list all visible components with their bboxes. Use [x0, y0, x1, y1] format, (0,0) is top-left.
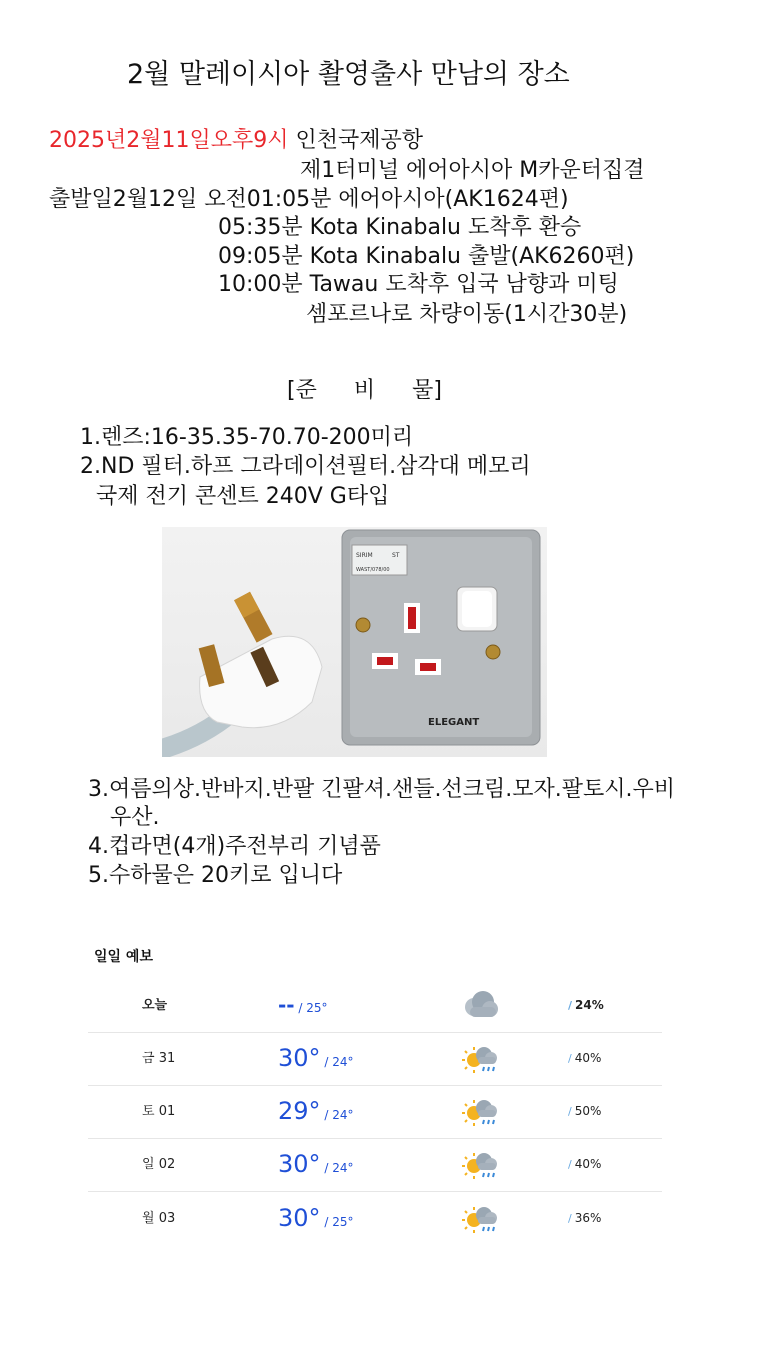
- prep-item-1: 1.렌즈:16-35.35-70.70-200미리: [80, 425, 414, 450]
- raindrop-icon: /: [568, 999, 573, 1012]
- forecast-high: 30°: [278, 1150, 321, 1178]
- itinerary-line-4: 05:35분 Kota Kinabalu 도착후 환승: [218, 215, 582, 240]
- raindrop-icon: /: [568, 1052, 572, 1065]
- cloud-icon: [460, 987, 500, 1025]
- prep-item-3: 3.여름의상.반바지.반팔 긴팔셔.샌들.선크림.모자.팔토시.우비: [88, 777, 675, 802]
- itinerary-line-7: 셈포르나로 차량이동(1시간30분): [306, 302, 628, 327]
- sun-cloud-rain-icon: [460, 1093, 500, 1131]
- forecast-rain: [568, 1138, 601, 1191]
- forecast-row: [88, 1032, 662, 1086]
- prep-item-5: 5.수하물은 20키로 입니다: [88, 863, 343, 888]
- g-type-plug-socket-image: [162, 527, 547, 757]
- sun-cloud-rain-icon: [460, 1040, 500, 1078]
- forecast-day: 토 01: [142, 1104, 176, 1119]
- sun-cloud-rain-icon: [460, 1146, 500, 1184]
- forecast-low: / 24°: [320, 1055, 354, 1069]
- itinerary-line-2: 제1터미널 에어아시아 M카운터집결: [300, 158, 645, 183]
- forecast-high: 29°: [278, 1097, 321, 1125]
- page-title: 2월 말레이시아 촬영출사 만남의 장소: [127, 59, 570, 90]
- brand-label: ELEGANT: [428, 717, 480, 728]
- forecast-rain: [568, 1192, 601, 1245]
- meeting-place: 인천국제공항: [288, 128, 424, 153]
- forecast-row: [88, 1138, 662, 1192]
- forecast-rain: [568, 1085, 601, 1138]
- itinerary-line-5: 09:05분 Kota Kinabalu 출발(AK6260편): [218, 244, 635, 269]
- code-label: WAST/078/00: [356, 567, 390, 573]
- forecast-low: / 24°: [320, 1161, 354, 1175]
- prep-item-4: 4.컵라면(4개)주전부리 기념품: [88, 834, 381, 859]
- prep-heading: [준 비 물]: [287, 378, 442, 403]
- prep-item-3-cont: 우산.: [110, 805, 160, 830]
- forecast-high: 30°: [278, 1044, 321, 1072]
- meeting-datetime: 2025년2월11일오후9시: [49, 128, 289, 153]
- sirim-label: SIRIM: [356, 552, 373, 559]
- forecast-low: / 24°: [320, 1108, 354, 1122]
- forecast-temp: [278, 1032, 354, 1089]
- forecast-high: 30°: [278, 1204, 321, 1232]
- forecast-rain-value: 50%: [574, 1104, 602, 1118]
- forecast-temp: [278, 1138, 354, 1195]
- itinerary-line-3: 출발일2월12일 오전01:05분 에어아시아(AK1624편): [49, 187, 569, 212]
- forecast-heading: 일일 예보: [94, 949, 153, 965]
- prep-item-2: 2.ND 필터.하프 그라데이션필터.삼각대 메모리: [80, 454, 531, 479]
- itinerary-line-6: 10:00분 Tawau 도착후 입국 남향과 미팅: [218, 272, 619, 297]
- forecast-row: [88, 1192, 662, 1245]
- prep-item-2-cont: 국제 전기 콘센트 240V G타입: [96, 484, 390, 509]
- forecast-temp: [278, 1085, 354, 1142]
- sun-cloud-rain-icon: [460, 1200, 500, 1238]
- forecast-rain: [568, 1032, 601, 1085]
- forecast-day: 월 03: [142, 1211, 176, 1226]
- forecast-low: / 25°: [320, 1215, 354, 1229]
- raindrop-icon: /: [568, 1212, 572, 1225]
- forecast-rain: [568, 979, 604, 1032]
- forecast-temp: [278, 979, 328, 1035]
- forecast-row: [88, 1085, 662, 1139]
- forecast-temp: [278, 1192, 354, 1249]
- forecast-rain-value: 40%: [574, 1051, 602, 1065]
- forecast-day: 일 02: [142, 1157, 176, 1172]
- st-label: ST: [392, 552, 400, 559]
- plug-socket-photo: [162, 527, 547, 757]
- raindrop-icon: /: [568, 1105, 572, 1118]
- forecast-day: 금 31: [142, 1051, 176, 1066]
- itinerary-line-1: [49, 127, 423, 155]
- forecast-rain-value: 36%: [574, 1211, 602, 1225]
- forecast-row: [88, 979, 662, 1033]
- forecast-high: --: [278, 993, 295, 1017]
- forecast-day: 오늘: [142, 998, 168, 1013]
- forecast-low: / 25°: [294, 1001, 328, 1015]
- forecast-rain-value: 40%: [574, 1157, 602, 1171]
- forecast-rain-value: 24%: [575, 998, 604, 1012]
- raindrop-icon: /: [568, 1158, 572, 1171]
